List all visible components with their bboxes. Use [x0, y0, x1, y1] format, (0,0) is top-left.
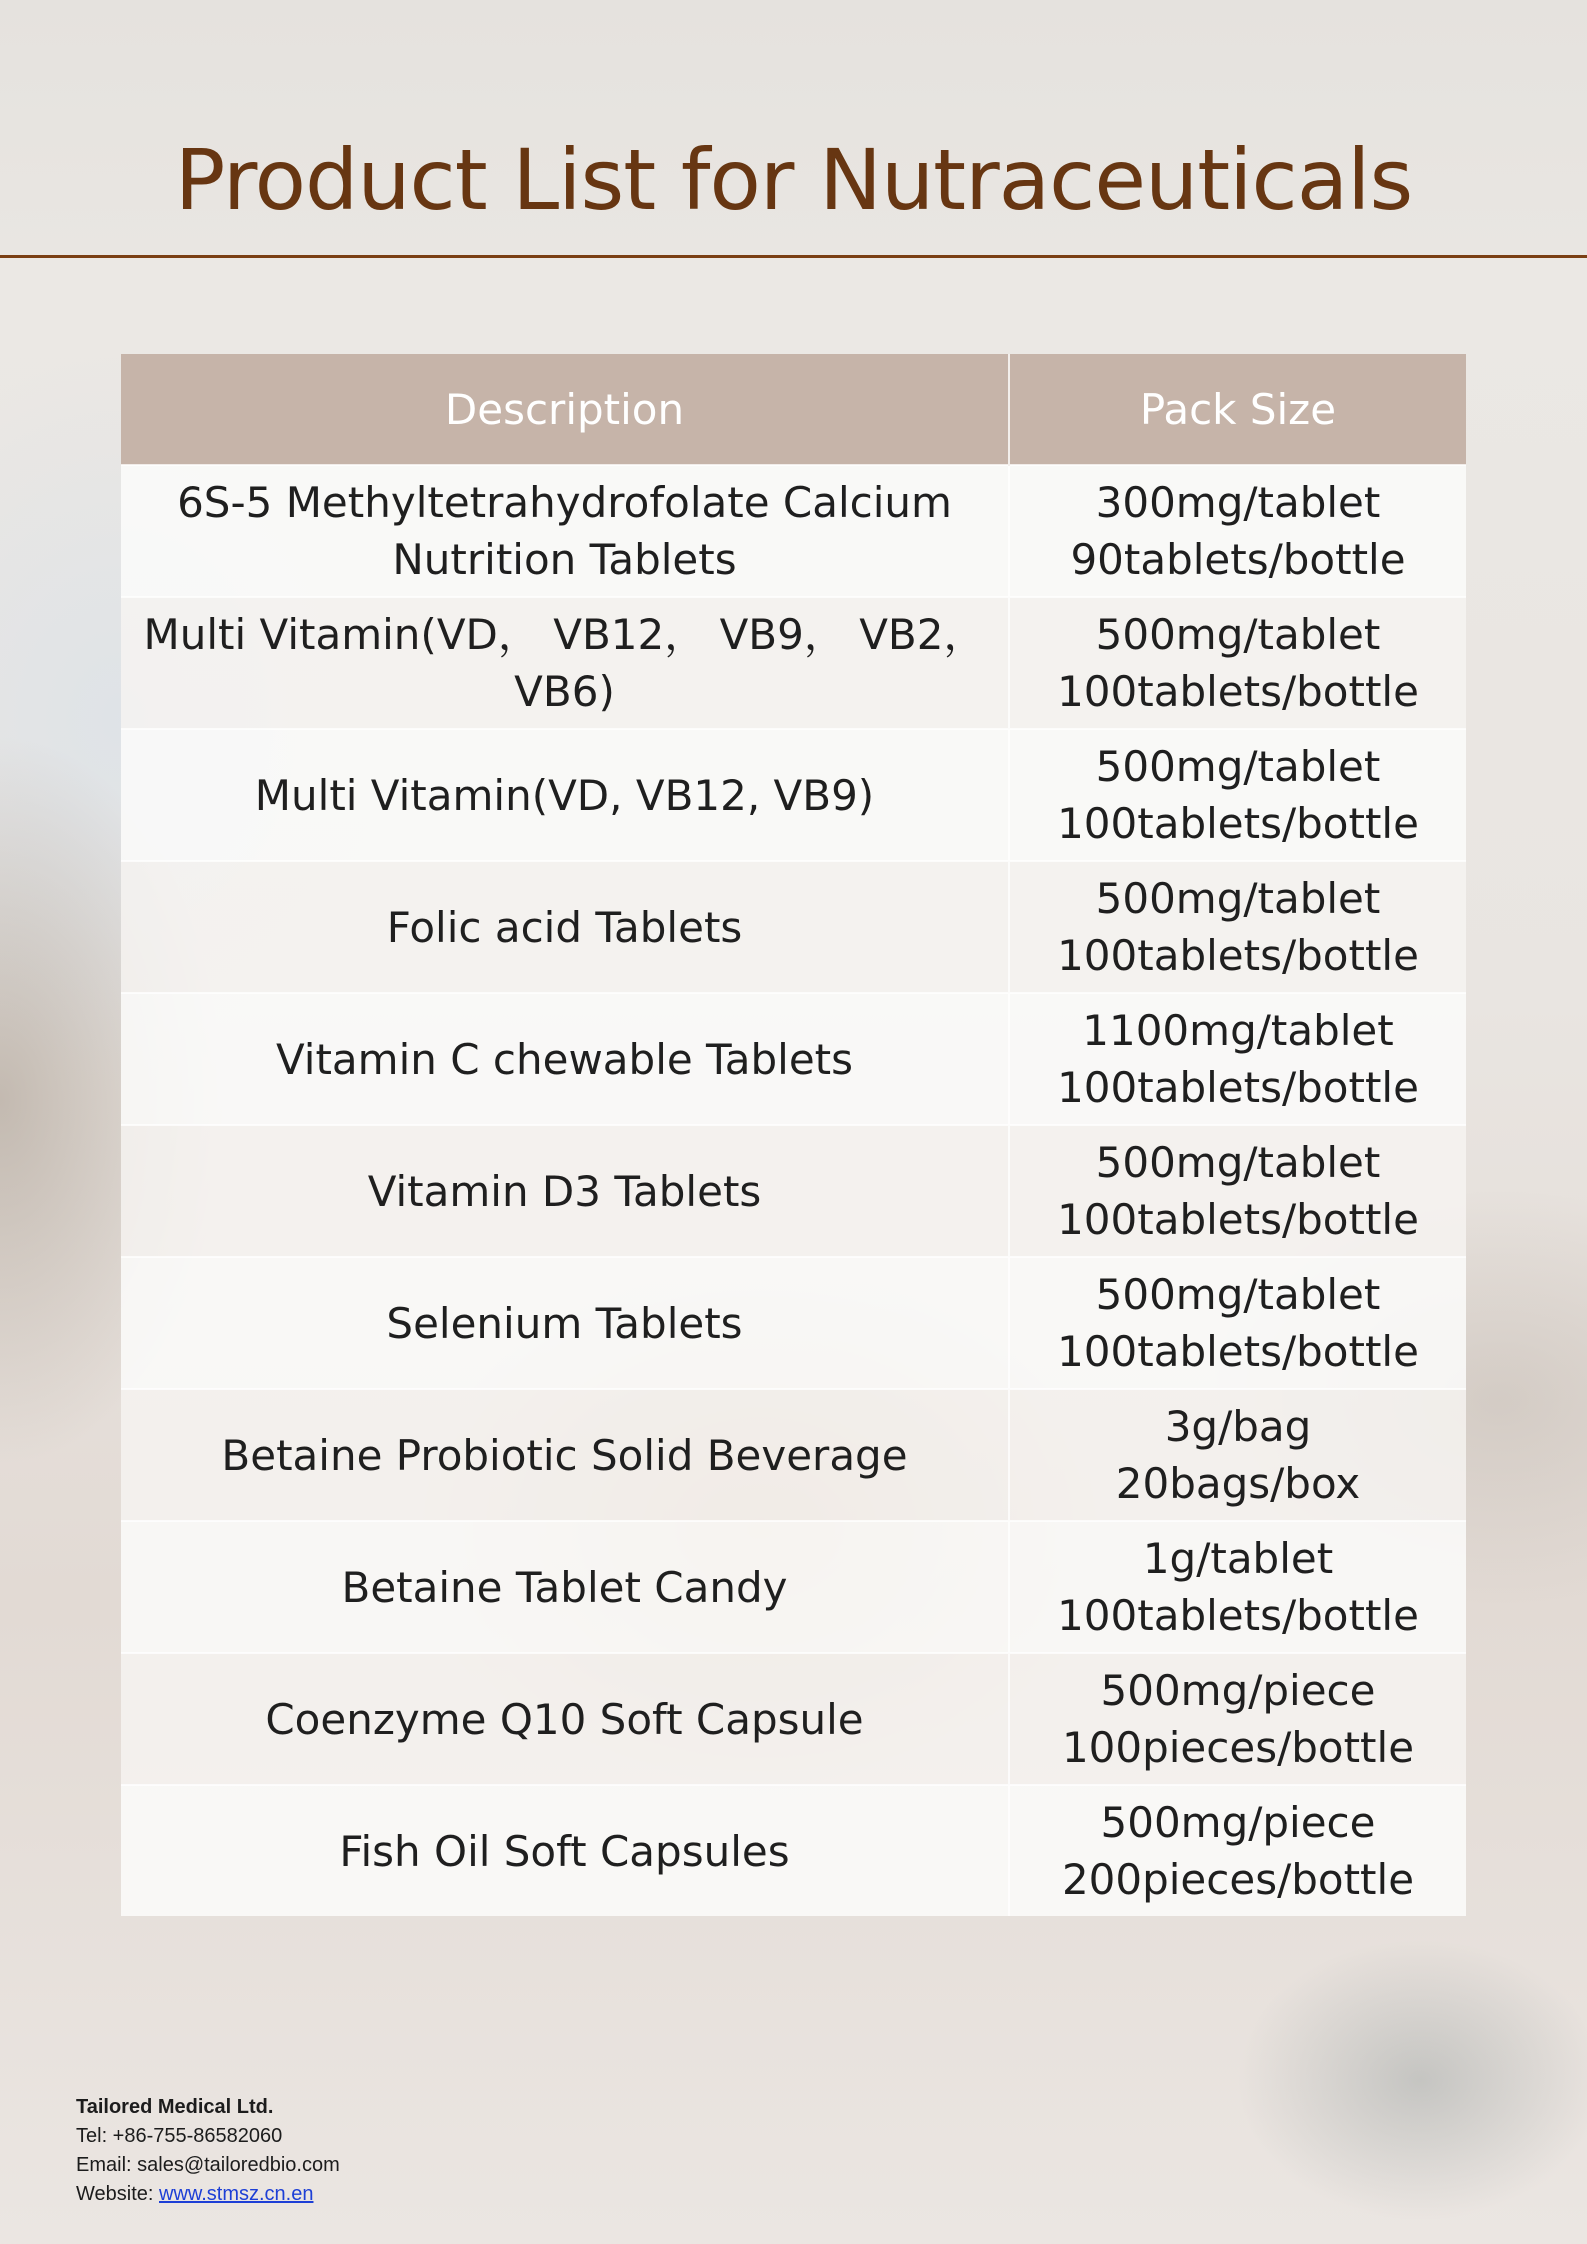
table-row — [121, 597, 1466, 729]
email: Email: sales@tailoredbio.com — [76, 2154, 340, 2176]
product-description-cell: Folic acid Tablets — [121, 861, 1009, 993]
table-row — [121, 1125, 1466, 1257]
product-description-cell: Selenium Tablets — [121, 1257, 1009, 1389]
pack-unit-size: 500mg/tablet — [1095, 610, 1381, 659]
table-row — [121, 993, 1466, 1125]
product-description-cell: 6S-5 Methyltetrahydrofolate Calcium Nutrition Tablets — [121, 465, 1009, 597]
pack-quantity: 20bags/box — [1115, 1459, 1361, 1508]
table-row — [121, 1389, 1466, 1521]
page-title: Product List for Nutraceuticals — [174, 131, 1413, 229]
product-description-cell: Betaine Tablet Candy — [121, 1521, 1009, 1653]
pack-unit-size: 500mg/tablet — [1095, 1138, 1381, 1187]
table-row — [121, 1653, 1466, 1785]
table-row — [121, 465, 1466, 597]
pack-quantity: 100pieces/bottle — [1061, 1723, 1415, 1772]
pack-unit-size: 1100mg/tablet — [1082, 1006, 1394, 1055]
pack-unit-size: 300mg/tablet — [1095, 478, 1381, 527]
telephone: Tel: +86-755-86582060 — [76, 2125, 283, 2147]
pack-size-column-header: Pack Size — [1009, 354, 1466, 465]
table-row — [121, 1785, 1466, 1916]
website — [76, 2180, 340, 2209]
website-link[interactable]: www.stmsz.cn.en — [159, 2183, 314, 2205]
pack-size-cell — [1009, 993, 1466, 1125]
pack-size-cell — [1009, 465, 1466, 597]
product-description-cell: Fish Oil Soft Capsules — [121, 1785, 1009, 1916]
table-body — [121, 465, 1466, 1916]
pack-size-cell — [1009, 597, 1466, 729]
product-description-cell: Vitamin D3 Tablets — [121, 1125, 1009, 1257]
pack-size-cell — [1009, 861, 1466, 993]
pack-unit-size: 1g/tablet — [1142, 1534, 1334, 1583]
pack-quantity: 100tablets/bottle — [1057, 799, 1419, 848]
pack-size-cell — [1009, 1521, 1466, 1653]
product-table — [121, 354, 1466, 1916]
product-description-cell: Vitamin C chewable Tablets — [121, 993, 1009, 1125]
table-row — [121, 729, 1466, 861]
pack-quantity: 100tablets/bottle — [1057, 1195, 1419, 1244]
pack-size-cell — [1009, 1125, 1466, 1257]
pack-unit-size: 500mg/tablet — [1095, 742, 1381, 791]
product-description-cell: Multi Vitamin(VD, VB12, VB9) — [121, 729, 1009, 861]
contact-footer — [76, 2093, 340, 2209]
pack-quantity: 200pieces/bottle — [1061, 1855, 1415, 1904]
company-name: Tailored Medical Ltd. — [76, 2096, 274, 2118]
pack-unit-size: 500mg/piece — [1100, 1798, 1376, 1847]
product-description-cell: Coenzyme Q10 Soft Capsule — [121, 1653, 1009, 1785]
pack-unit-size: 500mg/piece — [1100, 1666, 1376, 1715]
pack-size-cell — [1009, 729, 1466, 861]
pack-size-cell — [1009, 1389, 1466, 1521]
title-divider — [0, 255, 1587, 258]
pack-quantity: 90tablets/bottle — [1070, 535, 1406, 584]
product-description-cell: Multi Vitamin(VD， VB12， VB9， VB2， VB6) — [121, 597, 1009, 729]
table-row — [121, 861, 1466, 993]
pack-quantity: 100tablets/bottle — [1057, 1591, 1419, 1640]
pack-size-cell — [1009, 1785, 1466, 1916]
pack-size-cell — [1009, 1653, 1466, 1785]
pack-unit-size: 500mg/tablet — [1095, 874, 1381, 923]
pack-unit-size: 3g/bag — [1164, 1402, 1312, 1451]
pack-size-cell — [1009, 1257, 1466, 1389]
pack-quantity: 100tablets/bottle — [1057, 1327, 1419, 1376]
table-row — [121, 1257, 1466, 1389]
website-label: Website: — [76, 2183, 159, 2205]
product-description-cell: Betaine Probiotic Solid Beverage — [121, 1389, 1009, 1521]
pack-quantity: 100tablets/bottle — [1057, 667, 1419, 716]
pack-quantity: 100tablets/bottle — [1057, 1063, 1419, 1112]
description-column-header: Description — [121, 354, 1009, 465]
table-header-row — [121, 354, 1466, 465]
table-row — [121, 1521, 1466, 1653]
pack-quantity: 100tablets/bottle — [1057, 931, 1419, 980]
pack-unit-size: 500mg/tablet — [1095, 1270, 1381, 1319]
